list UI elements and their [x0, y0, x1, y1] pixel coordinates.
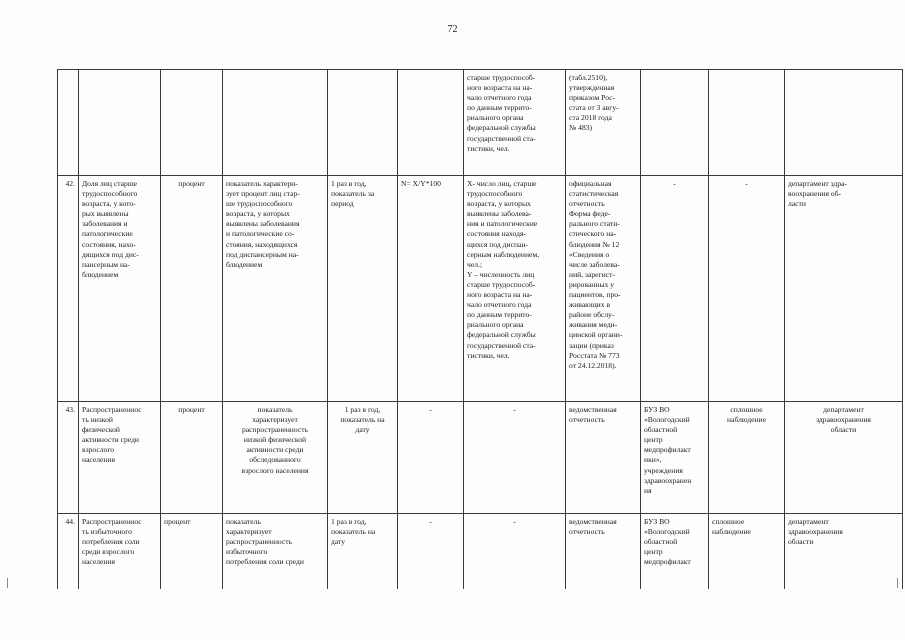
data-source: официальная статистическая отчетность Форма феде- рального стати- стического на- блюдения № 12 «Сведения о числе заболева- ний, зарегист- рированных у пациентов, про- живающих в районе обслу- живания меди- цинской органи- зации (приказ Росстата № 773 от 24.12.2018). [569, 179, 623, 370]
variables: - [513, 517, 516, 526]
method: сплошное наблюдение [727, 405, 766, 425]
method: - [745, 179, 748, 188]
scan-mark-left [7, 578, 8, 588]
definition: показатель характери- зует процент лиц стар- ше трудоспособного возраста, у которых выявлены заболевания и патологические со- стояния, находящихся под диспансерным на- блюдением [226, 179, 300, 269]
responsible-body: - [673, 179, 676, 188]
responsible-body: БУЗ ВО «Вологодский областной центр медпрофилакт [644, 517, 691, 567]
indicator-name: Распространеннос ть избыточного потребления соли среди взрослого населения [82, 517, 142, 567]
variables: - [513, 405, 516, 414]
table-row [58, 176, 903, 402]
data-source: (табл.2510), утвержденная приказом Рос- стата от 3 авгу- ста 2018 года № 483) [569, 73, 619, 133]
data-source: ведомственная отчетность [569, 517, 617, 537]
department: департамент здравоохранения области [816, 405, 871, 435]
row-number: 43. [65, 405, 75, 414]
unit: процент [178, 405, 205, 414]
responsible-body: БУЗ ВО «Вологодский областной центр медпрофилакт ики», учреждения здравоохранен ия [644, 405, 692, 495]
indicator-table [57, 69, 903, 589]
indicator-table-container [57, 69, 903, 589]
period: 1 раз в год, показатель за период [331, 179, 375, 209]
department: департамент здравоохранения области [788, 517, 843, 547]
variables: X- число лиц, старше трудоспособного возраста, у которых выявлены заболева- ния и патологические состояния находя- щихся под диспан- серным наблюдением, чел.; Y – численность лиц старше трудоспособ- ного возраста на на- чало отчетного года по данным террито- риального органа федеральной службы государственной ста- тистики, чел. [467, 179, 540, 360]
method: сплошное наблюдение [712, 517, 751, 537]
period: 1 раз в год, показатель на дату [340, 405, 385, 435]
formula: N= X/Y*100 [401, 179, 441, 188]
unit: процент [178, 179, 205, 188]
table-row [58, 70, 903, 176]
row-number: 42. [65, 179, 75, 188]
page-number: 72 [447, 24, 458, 35]
table-row [58, 402, 903, 514]
definition: показатель характеризует распространенность избыточного потребления соли среди [226, 517, 304, 567]
table-row [58, 514, 903, 590]
formula: - [429, 517, 432, 526]
variables: старше трудоспособ- ного возраста на на- чало отчетного года по данным террито- риального органа федеральной службы государственной ста- тистики, чел. [467, 73, 536, 153]
row-number: 44. [65, 517, 75, 526]
period: 1 раз в год, показатель на дату [331, 517, 376, 547]
department: департамент здра- воохранения об- ласти [788, 179, 848, 209]
data-source: ведомственная отчетность [569, 405, 617, 425]
indicator-name: Доля лиц старше трудоспособного возраста, у кото- рых выявлены заболевания и патологические состояния, нахо- дящихся под дис- пансерным на- блюдением [82, 179, 139, 279]
unit: процент [164, 517, 191, 526]
definition: показатель характеризует распространенность низкой физической активности среди обследованного взрослого населения [241, 405, 309, 475]
indicator-name: Распространеннос ть низкой физической активности среди взрослого населения [82, 405, 142, 465]
formula: - [429, 405, 432, 414]
